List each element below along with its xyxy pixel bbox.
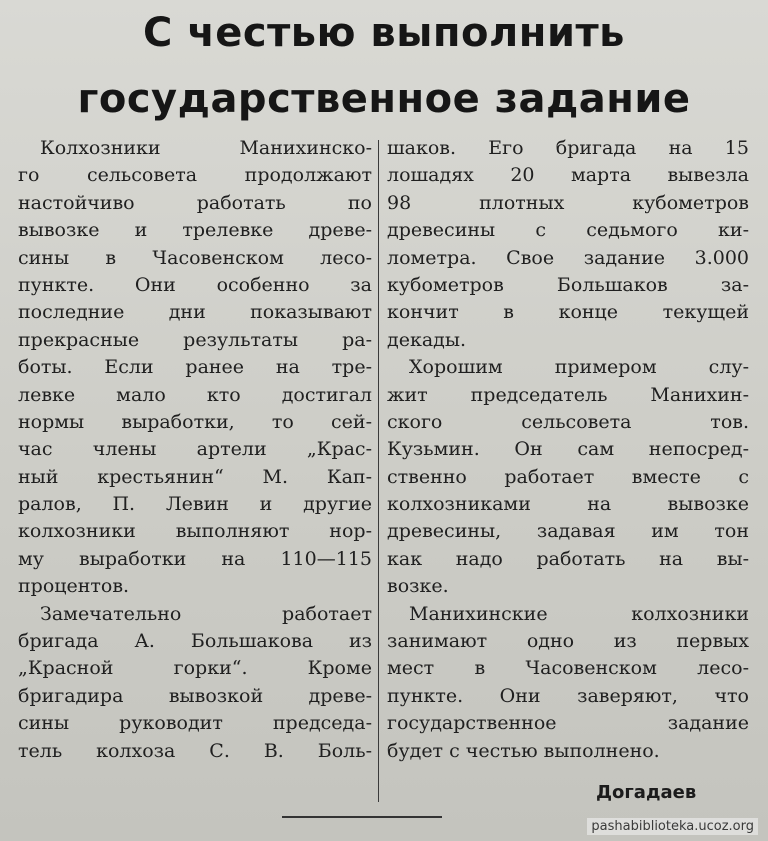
article-line: пункте. Они особенно за	[18, 273, 372, 296]
article-line: вывозке и трелевке древе-	[18, 219, 372, 242]
article-line: ралов, П. Левин и другие	[18, 493, 372, 516]
headline-line-2: государственное задание	[77, 76, 691, 122]
article-line: шаков. Его бригада на 15	[387, 137, 749, 159]
column-divider	[378, 140, 379, 802]
article-line: древесины, задавая им тон	[387, 520, 749, 543]
article-line: будет с честью выполнено.	[387, 739, 660, 762]
author-signature: Догадаев	[596, 782, 697, 803]
article-line: жит председатель Манихин-	[387, 383, 749, 406]
article-line: Хорошим примером слу-	[409, 356, 749, 379]
article-line: 98 плотных кубометров	[387, 191, 749, 214]
article-line: Манихинские колхозники	[409, 602, 749, 625]
article-line: Колхозники Манихинско-	[40, 137, 372, 159]
article-line: как надо работать на вы-	[387, 547, 749, 570]
article-line: сины руководит председа-	[18, 712, 372, 735]
article-line: лометра. Свое задание 3.000	[387, 246, 749, 269]
article-line: лошадях 20 марта вывезла	[387, 164, 749, 187]
article-line: кончит в конце текущей	[387, 301, 749, 324]
article-line: колхозниками на вывозке	[387, 493, 749, 516]
article-line: тель колхоза С. В. Боль-	[18, 739, 372, 762]
article-line: час члены артели „Крас-	[18, 438, 372, 461]
article-line: боты. Если ранее на тре-	[18, 356, 372, 379]
article-line: сины в Часовенском лесо-	[18, 246, 372, 269]
article-line: колхозники выполняют нор-	[18, 520, 372, 543]
article-line: Кузьмин. Он сам непосред-	[387, 438, 749, 461]
article-line: бригада А. Большакова из	[18, 630, 372, 653]
article-line: „Красной горки“. Кроме	[18, 657, 372, 680]
article-column-left	[18, 135, 372, 765]
article-line: му выработки на 110—115	[18, 547, 372, 570]
article-line: декады.	[387, 328, 467, 351]
article-line: ственно работает вместе с	[387, 465, 749, 488]
article-line: Замечательно работает	[40, 602, 372, 625]
article-line: последние дни показывают	[18, 301, 372, 324]
article-line: возке.	[387, 575, 449, 598]
article-line: ный крестьянин“ М. Кап-	[18, 465, 372, 488]
article-line: мест в Часовенском лесо-	[387, 657, 749, 680]
closing-rule	[282, 816, 442, 818]
article-line: процентов.	[18, 575, 130, 598]
article-column-right	[387, 135, 749, 765]
article-line: прекрасные результаты ра-	[18, 328, 372, 351]
article-line: ского сельсовета тов.	[387, 410, 749, 433]
article-line: левке мало кто достигал	[18, 383, 372, 406]
article-line: бригадира вывозкой древе-	[18, 684, 372, 707]
article-line: нормы выработки, то сей-	[18, 410, 372, 433]
article-line: древесины с седьмого ки-	[387, 219, 749, 242]
article-line: кубометров Большаков за-	[387, 273, 749, 296]
headline-line-1: С честью выполнить	[143, 10, 625, 56]
site-watermark: pashabiblioteka.ucoz.org	[587, 818, 758, 835]
article-line: государственное задание	[387, 712, 749, 735]
article-line: занимают одно из первых	[387, 630, 749, 653]
article-line: пункте. Они заверяют, что	[387, 684, 749, 707]
article-line: го сельсовета продолжают	[18, 164, 372, 187]
article-line: настойчиво работать по	[18, 191, 372, 214]
